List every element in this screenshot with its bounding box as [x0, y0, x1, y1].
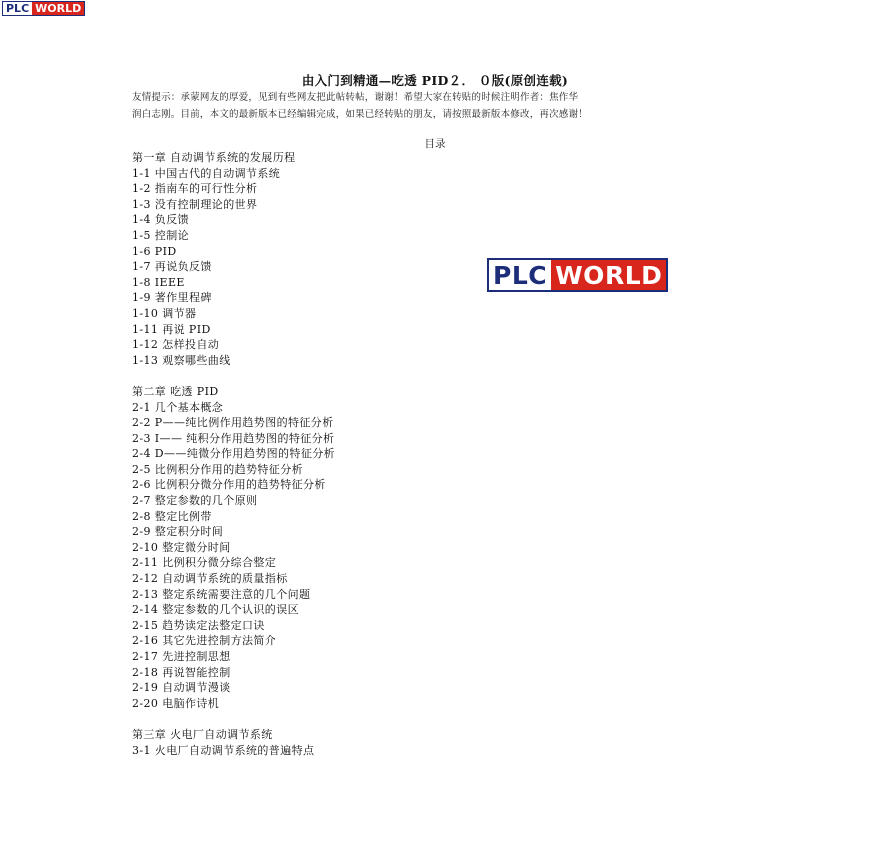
notice-line: 润白志刚。目前，本文的最新版本已经编辑完成，如果已经转贴的朋友，请按照最新版本修改，再次感谢！	[132, 109, 588, 120]
plc-world-logo-small	[2, 1, 85, 16]
toc-entry: 2-18 再说智能控制	[132, 665, 231, 679]
logo-world-text: WORLD	[551, 260, 666, 290]
toc-entry: 1-12 怎样投自动	[132, 338, 220, 352]
toc-entry: 2-7 整定参数的几个原则	[132, 494, 258, 508]
toc-entry: 1-1 中国古代的自动调节系统	[132, 166, 281, 180]
toc-entry: 1-8 IEEE	[132, 275, 185, 289]
toc-entry: 2-11 比例积分微分综合整定	[132, 556, 277, 570]
chapter-heading: 第二章 吃透 PID	[132, 384, 219, 398]
toc-entry: 2-13 整定系统需要注意的几个问题	[132, 587, 311, 601]
toc-entry: 1-10 调节器	[132, 306, 197, 320]
chapter-heading: 第一章 自动调节系统的发展历程	[132, 151, 296, 164]
toc-entry: 2-12 自动调节系统的质量指标	[132, 572, 288, 586]
toc-entry: 1-6 PID	[132, 244, 177, 258]
toc-entry: 2-9 整定积分时间	[132, 525, 224, 539]
toc-entry: 2-8 整定比例带	[132, 509, 212, 523]
logo-plc-text: PLC	[489, 260, 551, 290]
friendly-notice	[132, 89, 747, 123]
toc-entry: 1-5 控制论	[132, 228, 190, 242]
toc-entry: 2-3 I—— 纯积分作用趋势图的特征分析	[132, 431, 335, 445]
toc-entry: 2-6 比例积分微分作用的趋势特征分析	[132, 478, 326, 492]
toc-entry: 1-9 著作里程碑	[132, 291, 212, 305]
toc-entry: 1-11 再说 PID	[132, 322, 211, 336]
toc-entry: 2-14 整定参数的几个认识的误区	[132, 603, 300, 617]
toc-entry: 2-16 其它先进控制方法简介	[132, 634, 277, 648]
toc-entry: 1-3 没有控制理论的世界	[132, 197, 258, 211]
logo-plc-text: PLC	[3, 2, 32, 15]
toc-entry: 2-15 趋势读定法整定口诀	[132, 618, 265, 632]
document-title: 由入门到精通—吃透 PID２． ０版(原创连载)	[301, 73, 569, 88]
section-gap	[132, 711, 492, 727]
toc-entry: 2-2 P——纯比例作用趋势图的特征分析	[132, 416, 334, 430]
toc-entry: 1-7 再说负反馈	[132, 260, 212, 274]
toc-entry: 2-10 整定微分时间	[132, 540, 231, 554]
toc-heading: 目录	[424, 138, 446, 150]
notice-line: 友情提示：承蒙网友的厚爱，见到有些网友把此帖转帖，谢谢！希望大家在转贴的时候注明作者：焦作华	[132, 92, 579, 103]
toc-entry: 1-2 指南车的可行性分析	[132, 182, 258, 196]
toc-entry: 2-5 比例积分作用的趋势特征分析	[132, 462, 304, 476]
chapter-heading: 第三章 火电厂自动调节系统	[132, 727, 273, 741]
section-gap	[132, 368, 492, 384]
toc-entry: 2-4 D——纯微分作用趋势图的特征分析	[132, 447, 336, 461]
toc-entry: 1-4 负反馈	[132, 213, 190, 227]
toc-entry: 2-1 几个基本概念	[132, 400, 224, 414]
toc-entry: 2-19 自动调节漫谈	[132, 681, 231, 695]
table-of-contents	[132, 150, 492, 758]
logo-world-text: WORLD	[32, 2, 84, 15]
toc-entry: 3-1 火电厂自动调节系统的普遍特点	[132, 743, 315, 757]
toc-entry: 1-13 观察哪些曲线	[132, 353, 231, 367]
toc-entry: 2-20 电脑作诗机	[132, 696, 220, 710]
plc-world-logo-watermark	[487, 258, 668, 292]
toc-entry: 2-17 先进控制思想	[132, 650, 231, 663]
